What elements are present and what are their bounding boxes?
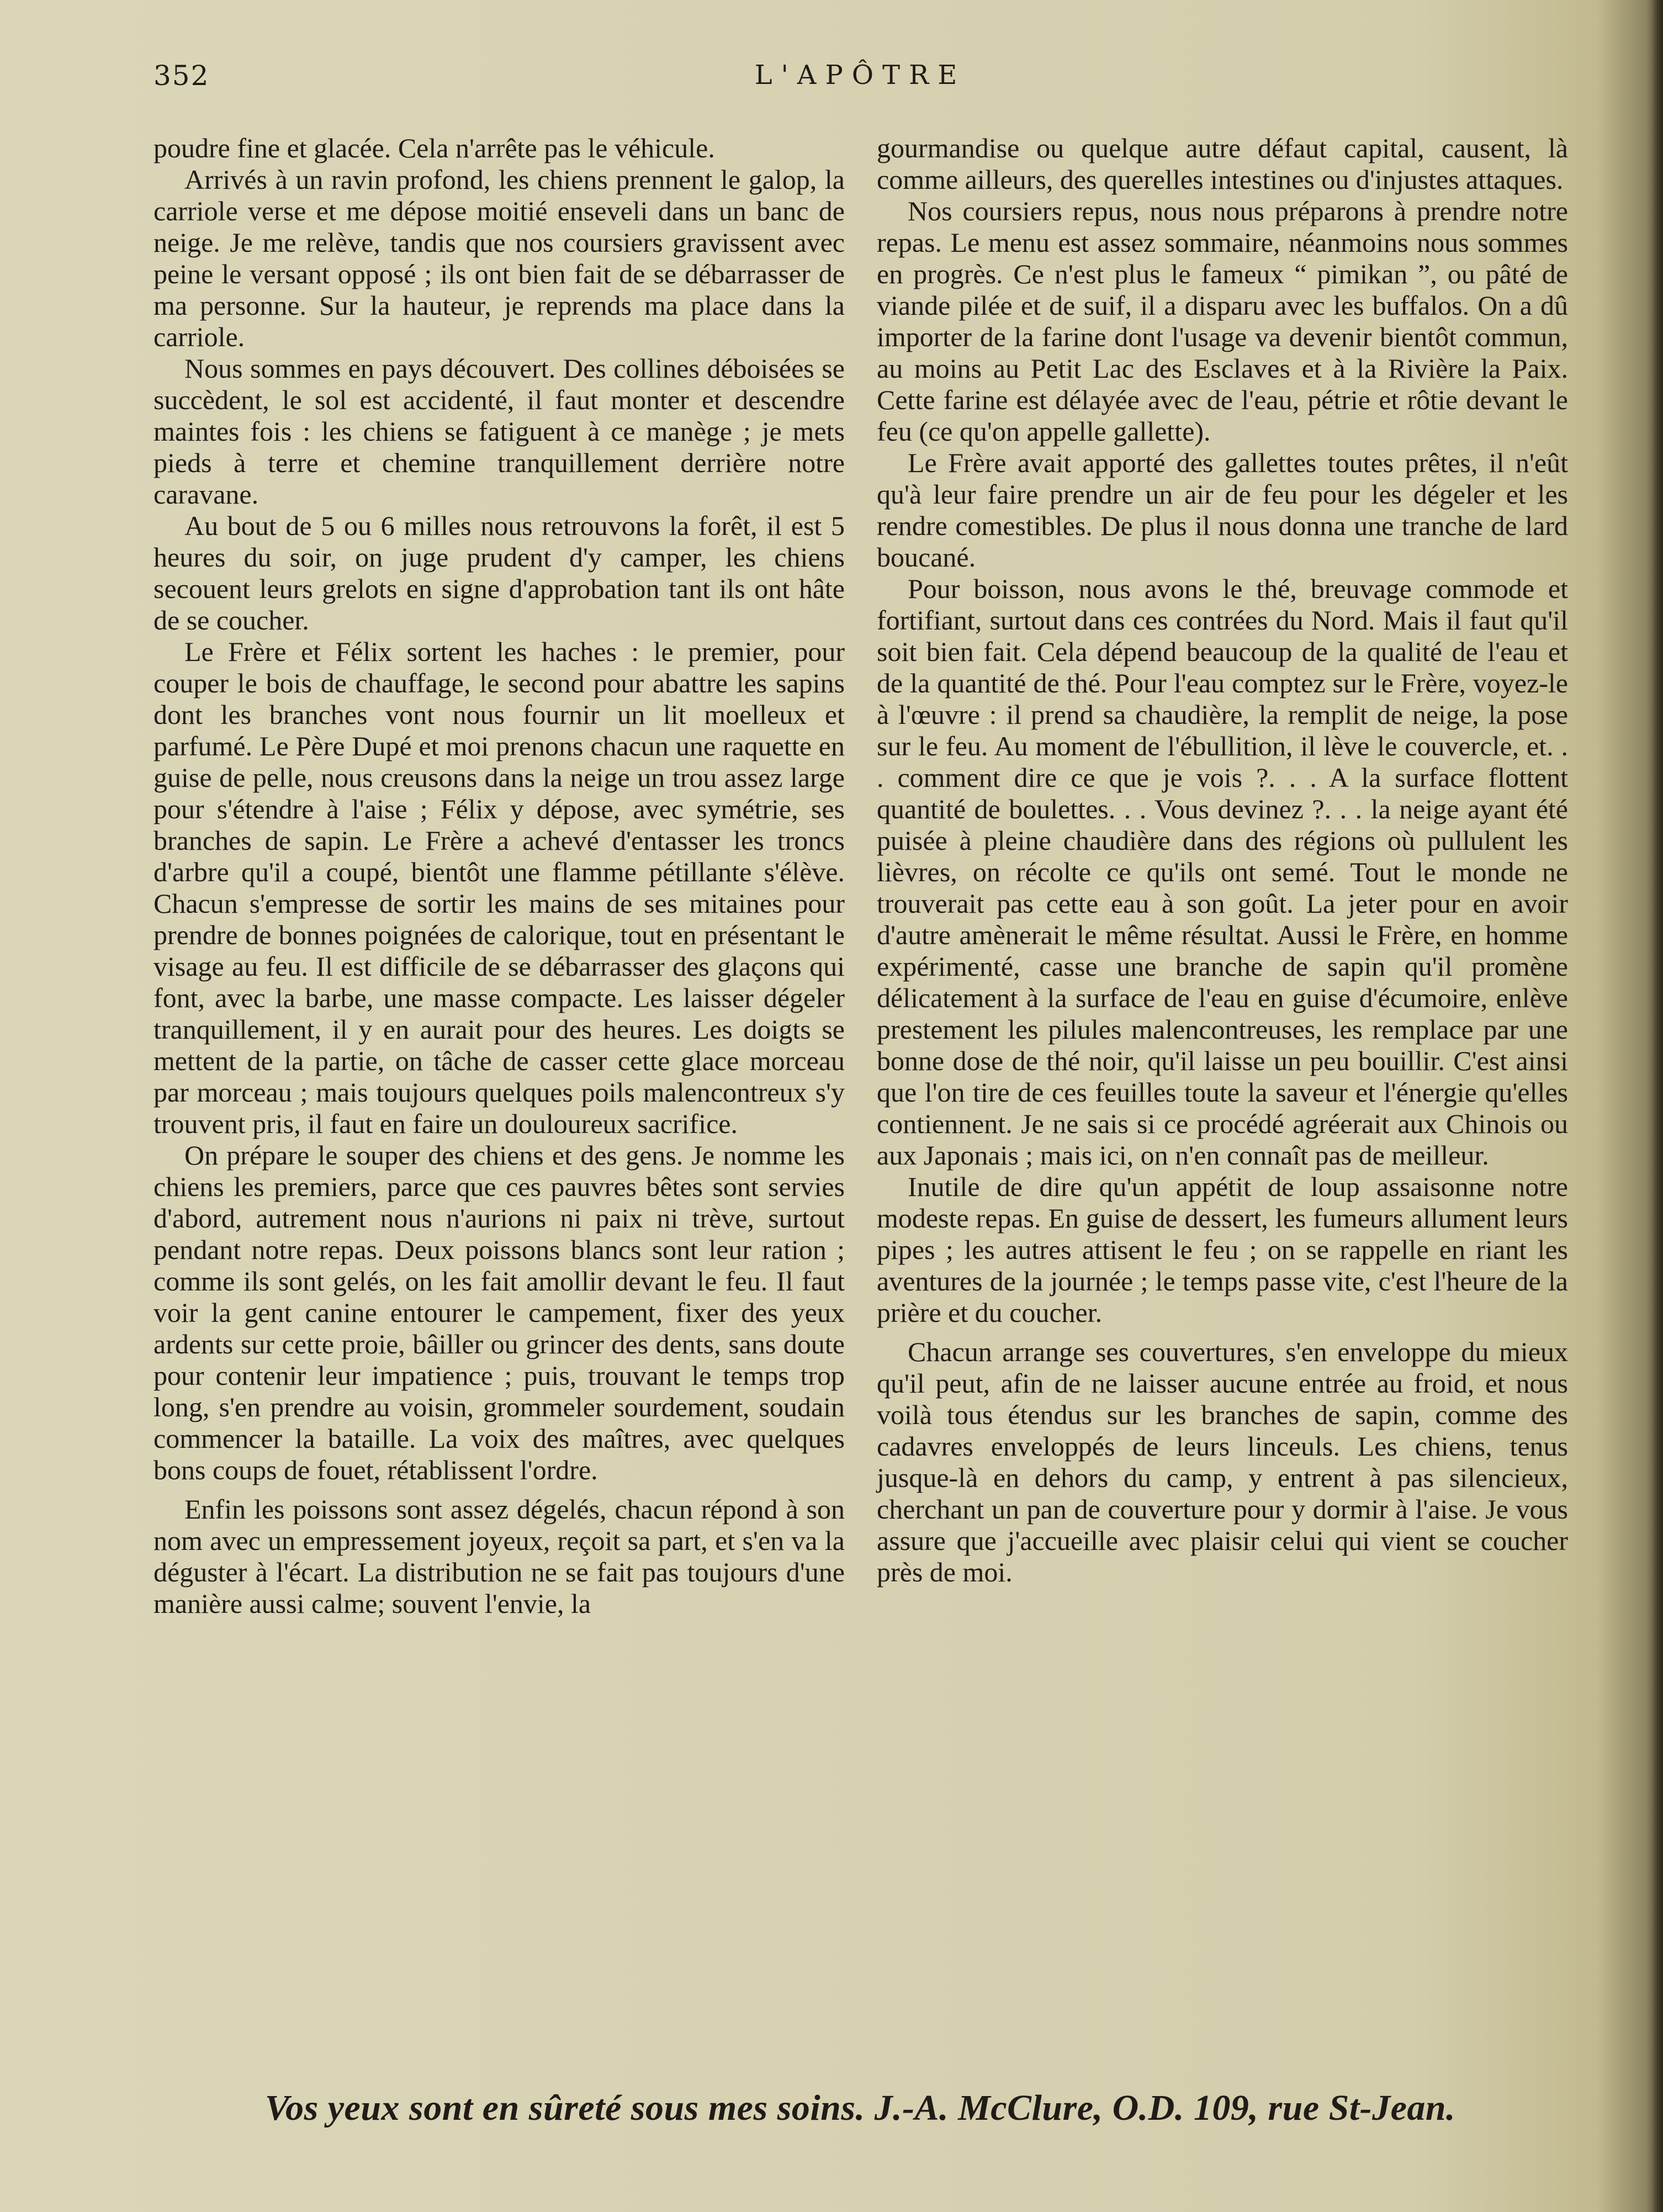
paragraph: Enfin les poissons sont assez dégelés, chacun répond à son nom avec un empressement joyeux, reçoit sa part, et s'en va la déguster à l'écart. La distribution ne se fait pas toujours d'une manière aussi calme; souvent l'envie, la [153, 1494, 845, 1619]
paragraph: poudre fine et glacée. Cela n'arrête pas le véhicule. [153, 133, 715, 163]
paragraph: Pour boisson, nous avons le thé, breuvage commode et fortifiant, surtout dans ces contrées du Nord. Mais il faut qu'il soit bien fait. Cela dépend beaucoup de la qualité de l'eau et de la quantité de thé. Pour l'eau comptez sur le Frère, voyez-le à l'œuvre : il prend sa chaudière, la remplit de neige, la pose sur le feu. Au moment de l'ébullition, il lève le couvercle, et. . . comment dire ce que je vois ?. . . A la surface flottent quantité de boulettes. . . Vous devinez ?. . . la neige ayant été puisée à pleine chaudière dans des régions où pullulent les lièvres, on récolte ce qu'ils ont semé. Tout le monde ne trouverait pas cette eau à son goût. La jeter pour en avoir d'autre amènerait le même résultat. Aussi le Frère, en homme expérimenté, casse une branche de sapin qu'il promène délicatement à la surface de l'eau en guise d'écumoire, enlève prestement les pilules malencontreuses, les remplace par une bonne dose de thé noir, qu'il laisse un peu bouillir. C'est ainsi que l'on tire de ces feuilles toute la saveur et l'énergie qu'elles contiennent. Je ne sais si ce procédé agréerait aux Chinois ou aux Japonais ; mais ici, on n'en connaît pas de meilleur. [877, 573, 1568, 1171]
page-number: 352 [153, 60, 210, 92]
page-header [153, 60, 1567, 104]
paragraph: Le Frère et Félix sortent les haches : le premier, pour couper le bois de chauffage, le second pour abattre les sapins dont les branches vont nous fournir un lit moelleux et parfumé. Le Père Dupé et moi prenons chacun une raquette en guise de pelle, nous creusons dans la neige un trou assez large pour s'étendre à l'aise ; Félix y dépose, avec symétrie, ses branches de sapin. Le Frère a achevé d'entasser les troncs d'arbre qu'il a coupé, bientôt une flamme pétillante s'élève. Chacun s'empresse de sortir les mains de ses mitaines pour prendre de bonnes poignées de calorique, tout en présentant le visage au feu. Il est difficile de se débarrasser des glaçons qui font, avec la barbe, une masse compacte. Les laisser dégeler tranquillement, il y en aurait pour des heures. Les doigts se mettent de la partie, on tâche de casser cette glace morceau par morceau ; mais toujours quelques poils malencontreux s'y trouvent pris, il faut en faire un douloureux sacrifice. [153, 636, 845, 1139]
paragraph: gourmandise ou quelque autre défaut capital, causent, là comme ailleurs, des querelles intestines ou d'injustes attaques. [877, 133, 1568, 195]
paragraph: Chacun arrange ses couvertures, s'en enveloppe du mieux qu'il peut, afin de ne laisser aucune entrée au froid, et nous voilà tous étendus sur les branches de sapin, comme des cadavres enveloppés de leurs linceuls. Les chiens, tenus jusque-là en dehors du camp, y entrent à pas silencieux, cherchant un pan de couverture pour y dormir à l'aise. Je vous assure que j'accueille avec plaisir celui qui vient se coucher près de moi. [877, 1336, 1568, 1587]
paragraph: Inutile de dire qu'un appétit de loup assaisonne notre modeste repas. En guise de dessert, les fumeurs allument leurs pipes ; les autres attisent le feu ; on se rappelle en riant les aventures de la journée ; le temps passe vite, c'est l'heure de la prière et du coucher. [877, 1171, 1568, 1328]
paragraph: Le Frère avait apporté des gallettes toutes prêtes, il n'eût qu'à leur faire prendre un air de feu pour les dégeler et les rendre comestibles. De plus il nous donna une tranche de lard boucané. [877, 447, 1568, 573]
paragraph: On prépare le souper des chiens et des gens. Je nomme les chiens les premiers, parce que ces pauvres bêtes sont servies d'abord, autrement nous n'aurions ni paix ni trève, surtout pendant notre repas. Deux poissons blancs sont leur ration ; comme ils sont gelés, on les fait amollir devant le feu. Il faut voir la gent canine entourer le campement, fixer des yeux ardents sur cette proie, bâiller ou grincer des dents, sans doute pour contenir leur impatience ; puis, trouvant le temps trop long, s'en prendre au voisin, grommeler sourdement, soudain commencer la bataille. La voix des maîtres, avec quelques bons coups de fouet, rétablissent l'ordre. [153, 1140, 845, 1485]
paragraph: Nos coursiers repus, nous nous préparons à prendre notre repas. Le menu est assez sommaire, néanmoins nous sommes en progrès. Ce n'est plus le fameux “ pimikan ”, ou pâté de viande pilée et de suif, il a disparu avec les buffalos. On a dû importer de la farine dont l'usage va devenir bientôt commun, au moins au Petit Lac des Esclaves et à la Rivière la Paix. Cette farine est délayée avec de l'eau, pétrie et rôtie devant le feu (ce qu'on appelle gallette). [877, 195, 1568, 447]
running-title: L'APÔTRE [754, 60, 966, 91]
paragraph: Nous sommes en pays découvert. Des collines déboisées se succèdent, le sol est accidenté, il faut monter et descendre maintes fois : les chiens se fatiguent à ce manège ; je mets pieds à terre et chemine tranquillement derrière notre caravane. [153, 353, 845, 510]
right-column [877, 133, 1568, 1588]
paragraph: Arrivés à un ravin profond, les chiens prennent le galop, la carriole verse et me dépose moitié enseveli dans un banc de neige. Je me relève, tandis que nos coursiers gravissent avec peine le versant opposé ; ils ont bien fait de se débarrasser de ma personne. Sur la hauteur, je reprends ma place dans la carriole. [153, 164, 845, 352]
footer-advertisement: Vos yeux sont en sûreté sous mes soins. J.-A. McClure, O.D. 109, rue St-Jean. [264, 2088, 1456, 2128]
paragraph: Au bout de 5 ou 6 milles nous retrouvons la forêt, il est 5 heures du soir, on juge prudent d'y camper, les chiens secouent leurs grelots en signe d'approbation tant ils ont hâte de se coucher. [153, 510, 845, 636]
left-column [153, 133, 845, 1620]
page-edge-shadow [1652, 0, 1663, 2212]
